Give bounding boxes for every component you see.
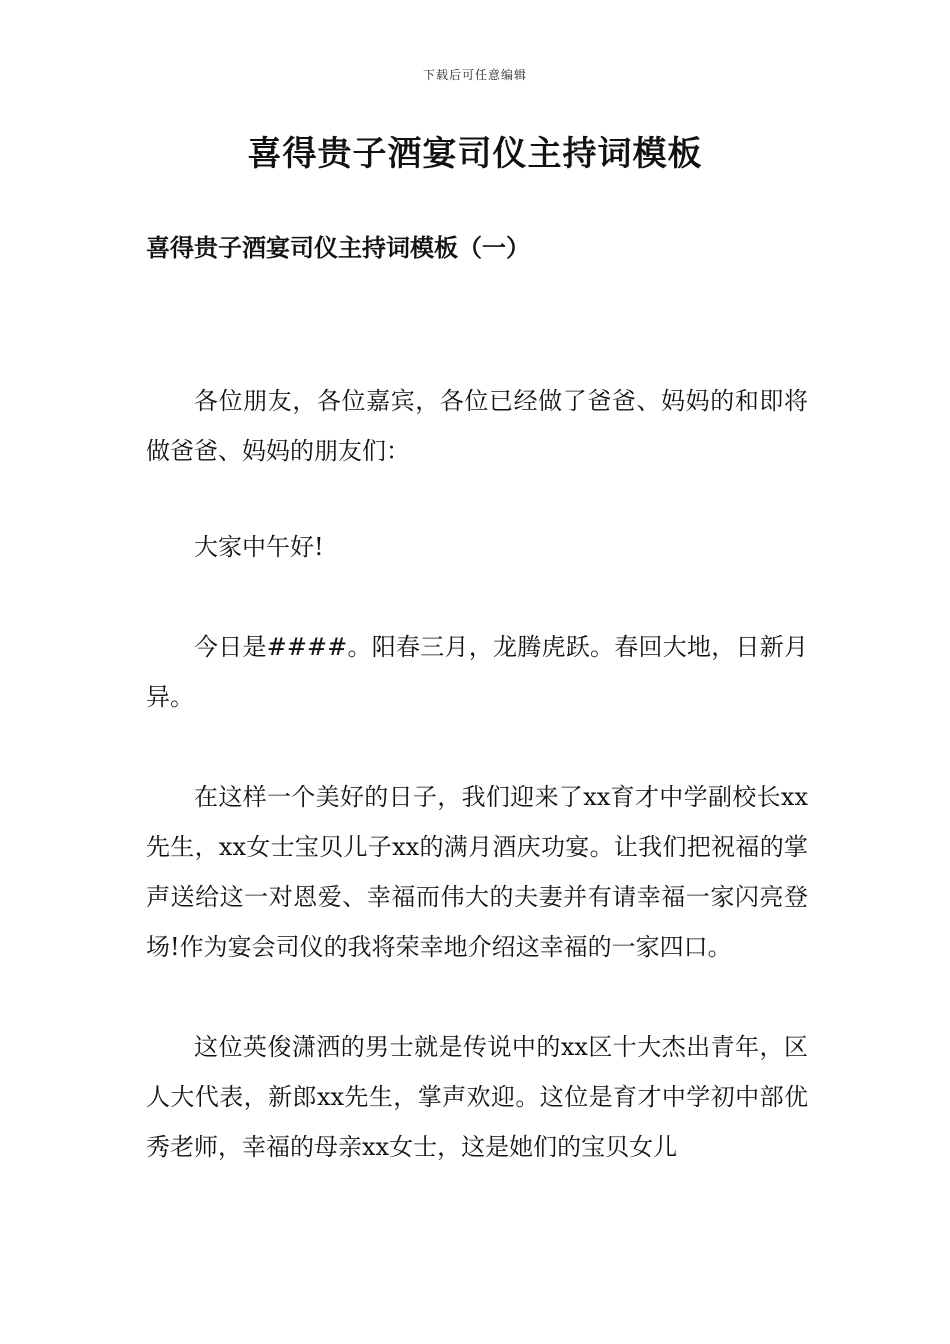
document-title: 喜得贵子酒宴司仪主持词模板 — [247, 134, 703, 174]
paragraph-today: 今日是####。阳春三月，龙腾虎跃。春回大地，日新月异。 — [146, 633, 808, 711]
section-title: 喜得贵子酒宴司仪主持词模板（一） — [146, 233, 530, 262]
paragraph-greeting: 各位朋友，各位嘉宾，各位已经做了爸爸、妈妈的和即将做爸爸、妈妈的朋友们： — [146, 387, 808, 465]
header-note: 下载后可任意编辑 — [422, 68, 527, 82]
paragraph-good-noon: 大家中午好! — [194, 533, 324, 561]
paragraph-introduction: 这位英俊潇洒的男士就是传说中的xx区十大杰出青年，区人大代表，新郎xx先生，掌声欢迎。这位是育才中学初中部优秀老师，幸福的母亲xx女士，这是她们的宝贝女儿 — [146, 1033, 808, 1161]
paragraph-celebration: 在这样一个美好的日子，我们迎来了xx育才中学副校长xx先生，xx女士宝贝儿子xx的满月酒庆功宴。让我们把祝福的掌声送给这一对恩爱、幸福而伟大的夫妻并有请幸福一家闪亮登场!作为宴会司仪的我将荣幸地介绍这幸福的一家四口。 — [146, 783, 808, 961]
document-body — [146, 376, 808, 1222]
